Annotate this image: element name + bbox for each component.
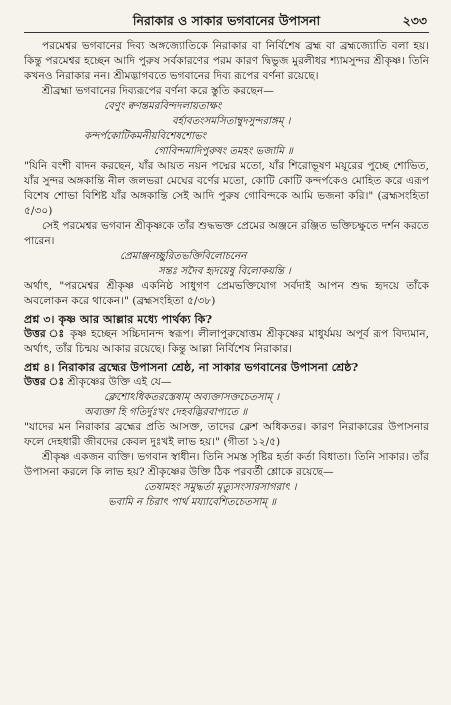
translation-paragraph: "যিনি বংশী বাদন করছেন, যাঁর আয়ত নয়ন পদ্মের মতো, যাঁর শিরোভূষণ ময়ূরের পুচ্ছে শোভিত, যাঁর সুন্দর অঙ্গকান্তি নীল জলভরা মেঘের বর্ণের মতো, কোটি কোটি কন্দর্পকেও মোহিত করে এরূপ বিশেষ শোভা বিশিষ্ট যাঁর অঙ্গকান্তি সেই আদি পুরুষ গোবিন্দকে আমি ভজনা করি।" (ব্রহ্মসংহিতা ৫/৩০) [24,160,429,217]
translation-paragraph: "যাদের মন নিরাকার ব্রহ্মের প্রতি আসক্ত, তাদের ক্লেশ অধিকতর। কারণ নিরাকারের উপাসনার ফলে দেহধারী জীবদের কেবল দুঃখই লাভ হয়।" (গীতা ১২/৫) [24,421,429,448]
paragraph: পরমেশ্বর ভগবানের দিব্য অঙ্গজ্যোতিকে নিরাকার বা নির্বিশেষ ব্রহ্ম বা ব্রহ্মজ্যোতি বলা হয়। কিন্তু পরমেশ্বর হচ্ছেন আদি পুরুষ সর্বকারণের পরম কারণ দ্বিভুজ মুরলীধর শ্যামসুন্দর শ্রীকৃষ্ণ। তিনি কখনও নিরাকার নন। শ্রীমদ্ভাগবতে ভগবানের দিব্য রূপের বর্ণনা রয়েছে। [24,40,429,82]
chapter-title: নিরাকার ও সাকার ভগবানের উপাসনা [132,13,321,28]
running-header [24,10,429,33]
paragraph: সেই পরমেশ্বর ভগবান শ্রীকৃষ্ণকে তাঁর শুদ্ধভক্ত প্রেমের অঞ্জনে রঞ্জিত ভক্তিচক্ষুতে দর্শন করতে পারেন। [24,220,429,247]
paragraph: অর্থাৎ, "পরমেশ্বর শ্রীকৃষ্ণ একনিষ্ঠ সাধুগণ প্রেমভক্তিযোগ সর্বদাই আপন শুদ্ধ হৃদয়ে তাঁকে অবলোকন করে থাকেন।" (ব্রহ্মসংহিতা ৫/৩৮) [24,280,429,307]
answer-text: কৃষ্ণ হচ্ছেন সচ্চিদানন্দ স্বরূপ। লীলাপুরুষোত্তম শ্রীকৃষ্ণের মাধুর্যময় অপূর্ব রূপ বিদ্যমান, অর্থাৎ, তাঁর চিন্ময় আকার রয়েছে। কিন্তু আল্লা নির্বিশেষ নিরাকার। [24,328,429,355]
verse-block [24,390,429,420]
verse-line: প্রেমাঞ্জনচ্ছুরিতভক্তিবিলোচনেন [120,251,247,262]
answer-label: উত্তর ঃ [24,376,65,388]
answer-label: উত্তর ঃ [24,328,66,340]
verse-line: বেণুং ক্বণন্তমরবিন্দদলায়তাক্ষং [104,101,222,112]
verse-line: সন্তঃ সদৈব হৃদয়েষু বিলোকয়ন্তি । [158,266,291,277]
answer-text: শ্রীকৃষ্ণের উক্তি এই যে— [67,376,172,388]
verse-line: গোবিন্দমাদিপুরুষং তমহং ভজামি ॥ [154,146,293,157]
verse-line: ক্লেশোঽধিকতরস্তেষাম্ অব্যক্তাসক্তচেতসাম্ । [104,392,279,403]
verse-line: ভবামি ন চিরাৎ পার্থ ময্যাবেশিতচেতসাম্ ॥ [108,497,277,508]
answer-4 [24,375,429,390]
verse-line: অব্যক্তা হি গতির্দুঃখং দেহবদ্ভিরবাপ্যতে ॥ [84,407,248,418]
page-number: ২৩৩ [402,13,427,28]
verse-block [24,480,429,510]
verse-line: কন্দর্পকোটিকমনীয়বিশেষশোভং [84,131,207,142]
paragraph: শ্রীকৃষ্ণ একজন ব্যক্তি। ভগবান স্বাধীন। তিনি সমস্ত সৃষ্টির হর্তা কর্তা বিধাতা। তিনি সাকার। তাঁর উপাসনা করলে কি লাভ হয়? শ্রীকৃষ্ণের উক্তি ঠিক পরবর্তী শ্লোকে রয়েছে— [24,451,429,478]
verse-line: তেষামহং সমুদ্ধর্তা মৃত্যুসংসারসাগরাৎ । [144,482,297,493]
question-3: প্রশ্ন ৩। কৃষ্ণ আর আল্লার মধ্যে পার্থক্য কি? [24,312,213,326]
answer-3 [24,327,429,357]
verse-block [24,249,429,279]
verse-line: বর্হাবতংসমসিতাম্বুদসুন্দরাঙ্গম্ । [172,116,291,127]
paragraph: শ্রীব্রহ্মা ভগবানের দিব্যরূপের বর্ণনা করে স্তুতি করছেন— [42,85,274,97]
question-4: প্রশ্ন ৪। নিরাকার ব্রহ্মের উপাসনা শ্রেষ্ঠ, না সাকার ভগবানের উপাসনা শ্রেষ্ঠ? [24,360,359,374]
verse-block [24,99,429,159]
